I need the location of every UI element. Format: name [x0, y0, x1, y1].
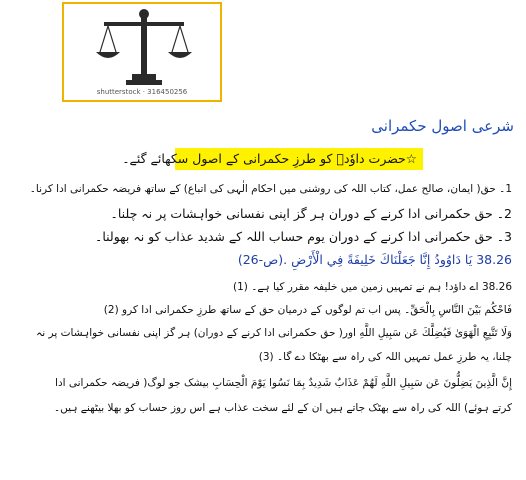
scales-icon: [94, 8, 194, 86]
scales-of-justice-logo: [62, 2, 222, 102]
principle-2: 2۔ حق حکمرانی ادا کرنے کے دوران ہر گز اپنی نفسانی خواہشات پر نہ چلنا۔: [110, 206, 512, 221]
watermark-text: shutterstock · 316450256: [96, 88, 188, 96]
verse-2: فَاحْكُم بَيْنَ النَّاسِ بِالْحَقِّ۔ پس اب تم لوگوں کے درمیان حق کے ساتھ طرزِ حکمرانی ادا کرو (2): [103, 304, 512, 316]
principle-1: 1۔ حق( ایمان، صالح عمل، کتاب اللہ کی روشنی میں احکام الٰہی کی اتباع) کے ساتھ فریضہ حکمرانی ادا کرنا۔: [29, 183, 512, 195]
section-heading: شرعی اصول حکمرانی: [371, 117, 514, 135]
principle-3: 3۔ حق حکمرانی ادا کرنے کے دوران یوم حساب اللہ کے شدید عذاب کو نہ بھولنا۔: [95, 229, 512, 244]
verse-arabic-1: 38.26 يَا دَاوُودُ إِنَّا جَعَلْنَاكَ خَلِيفَةً فِي الْأَرْضِ .(ص-26): [237, 252, 512, 267]
verse-3-part-1: وَلَا تَتَّبِعِ الْهَوَىٰ فَيُضِلَّكَ عَن سَبِيلِ اللَّهِ اور( حق حکمرانی ادا کرنے کے دوران) ہر گز اپنی نفسانی خواہشات پر نہ: [36, 327, 512, 339]
verse-translation-1: 38.26 اے داؤد! ہم نے تمہیں زمین میں خلیفہ مقرر کیا ہے۔ (1): [232, 281, 512, 293]
verse-4-part-2: کرتے ہوئے) اللہ کی راہ سے بھٹک جاتے ہیں ان کے لئے سخت عذاب ہے اس روز حساب کو بھلا بیٹھنے ہیں۔: [54, 402, 512, 414]
highlighted-note: ☆حضرت داوٗدؑ کو طرزِ حکمرانی کے اصول سکھائے گئے۔: [175, 148, 423, 170]
verse-4-part-1: إِنَّ الَّذِينَ يَضِلُّونَ عَن سَبِيلِ اللَّهِ لَهُمْ عَذَابٌ شَدِيدٌ بِمَا نَسُوا يَوْمَ الْحِسَابِ بیشک جو لوگ( فریضہ حکمرانی ادا: [55, 377, 512, 389]
verse-3-part-2: چلنا، یہ طرزِ عمل تمہیں اللہ کی راہ سے بھٹکا دے گا۔ (3): [258, 351, 512, 363]
